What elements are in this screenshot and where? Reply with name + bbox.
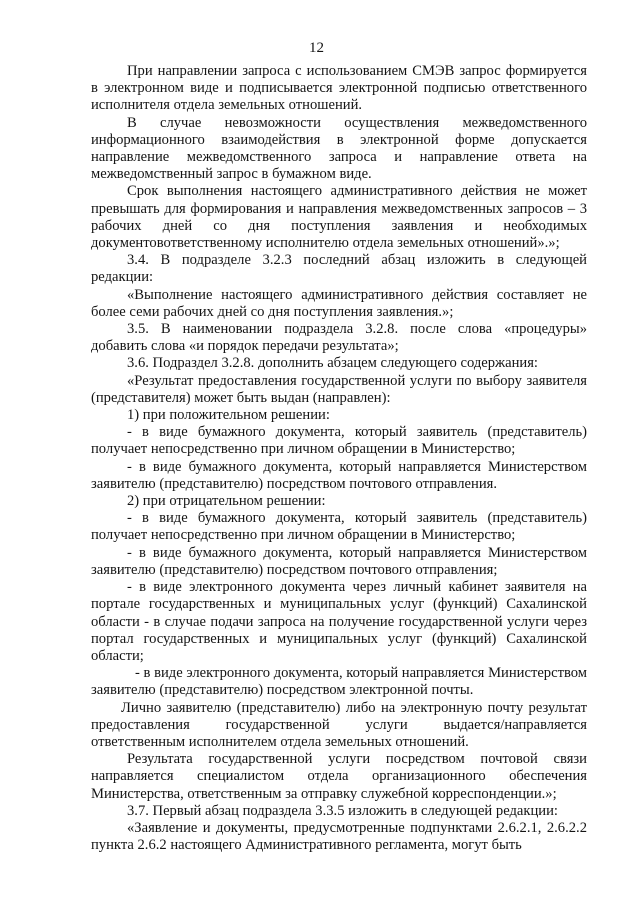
paragraph: «Результат предоставления государственной услуги по выбору заявителя (представителя) может быть выдан (направлен):: [91, 372, 587, 406]
paragraph: 3.4. В подразделе 3.2.3 последний абзац изложить в следующей редакции:: [91, 252, 587, 286]
paragraph: - в виде бумажного документа, который направляется Министерством заявителю (представителю) посредством почтового отправления.: [91, 458, 587, 492]
paragraph: Срок выполнения настоящего административного действия не может превышать для формирования и направления межведомственных запросов – 3 рабочих дней со дня поступления заявления и необходимых документовответственному исполнителю отдела земельных отношений».»;: [91, 183, 587, 252]
paragraph: - в виде бумажного документа, который направляется Министерством заявителю (представителю) посредством почтового отправления;: [91, 544, 587, 578]
paragraph: - в виде бумажного документа, который заявитель (представитель) получает непосредственно при личном обращении в Министерство;: [91, 510, 587, 544]
paragraph: - в виде бумажного документа, который заявитель (представитель) получает непосредственно при личном обращении в Министерство;: [91, 424, 587, 458]
paragraph: 3.7. Первый абзац подраздела 3.3.5 изложить в следующей редакции:: [127, 802, 558, 819]
paragraph: Результата государственной услуги посредством почтовой связи направляется специалистом отдела организационного обеспечения Министерства, ответственным за отправку служебной корреспонденции.»;: [91, 751, 587, 802]
paragraph: Лично заявителю (представителю) либо на электронную почту результат предоставления государственной услуги выдается/направляется ответственным исполнителем отдела земельных отношений.: [91, 699, 587, 750]
page-number: 12: [309, 40, 324, 56]
document-body: [91, 63, 587, 854]
paragraph: - в виде электронного документа, который направляется Министерством заявителю (представителю) посредством электронной почты.: [91, 665, 587, 699]
paragraph: В случае невозможности осуществления межведомственного информационного взаимодействия в электронной форме допускается направление межведомственного запроса и направление ответа на межведомственный запрос в бумажном виде.: [91, 114, 587, 183]
paragraph: При направлении запроса с использованием СМЭВ запрос формируется в электронном виде и подписывается электронной подписью ответственного исполнителя отдела земельных отношений.: [91, 63, 587, 114]
paragraph: «Выполнение настоящего административного действия составляет не более семи рабочих дней со дня поступления заявления.»;: [91, 286, 587, 320]
paragraph: - в виде электронного документа через личный кабинет заявителя на портале государственных и муниципальных услуг (функций) Сахалинской области - в случае подачи запроса на получение государственной услуги через портал государственных и муниципальных услуг (функций) Сахалинской области;: [91, 579, 587, 664]
paragraph: 3.5. В наименовании подраздела 3.2.8. после слова «процедуры» добавить слова «и порядок передачи результата»;: [91, 321, 587, 355]
paragraph: «Заявление и документы, предусмотренные подпунктами 2.6.2.1, 2.6.2.2 пункта 2.6.2 настоящего Административного регламента, могут быть: [91, 819, 587, 854]
paragraph: 3.6. Подраздел 3.2.8. дополнить абзацем следующего содержания:: [127, 355, 538, 372]
paragraph: 1) при положительном решении:: [127, 407, 330, 424]
paragraph: 2) при отрицательном решении:: [127, 493, 326, 510]
